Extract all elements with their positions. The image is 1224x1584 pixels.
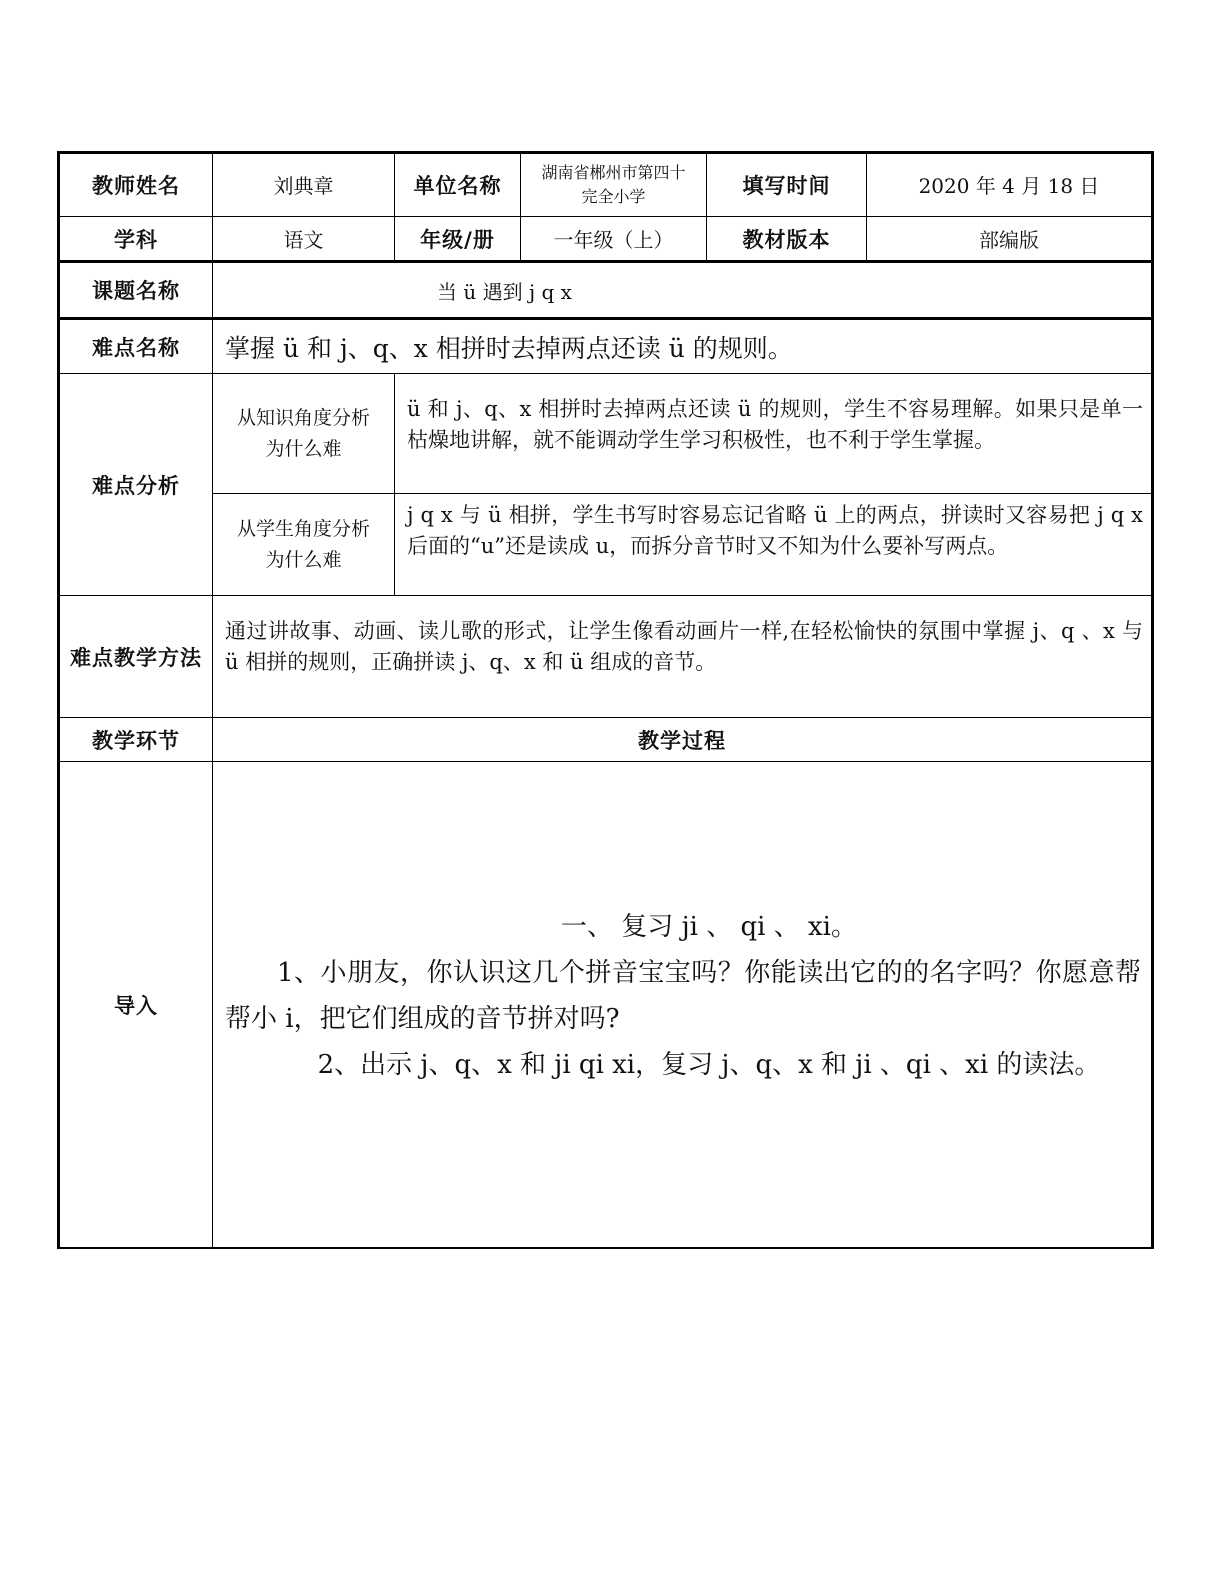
subject-value: 语文 [212, 217, 394, 260]
grade-value: 一年级（上） [520, 217, 706, 260]
knowledge-angle-text-cell [394, 374, 1151, 493]
subject-label: 学科 [114, 227, 158, 252]
edition-label: 教材版本 [706, 217, 866, 260]
difficulty-row [57, 320, 1154, 373]
teaching-stage-label: 教学环节 [92, 728, 180, 753]
process-header-row [57, 718, 1154, 761]
fill-date-label: 填写时间 [706, 153, 866, 216]
intro-label: 导入 [114, 994, 158, 1018]
teacher-name-label: 教师姓名 [92, 173, 180, 198]
student-angle-line-2: 为什么难 [265, 548, 342, 571]
edition-value: 部编版 [866, 217, 1151, 260]
intro-step-2: 2、出示 j、q、x 和 ji qi xi，复习 j、q、x 和 ji 、qi 、xi 的读法。 [317, 1050, 1101, 1080]
intro-content [212, 762, 1151, 1248]
table-bottom-border [57, 1247, 1154, 1249]
knowledge-angle-line-2: 为什么难 [265, 437, 342, 460]
student-angle-line-1: 从学生角度分析 [236, 517, 370, 540]
grade-label: 年级/册 [394, 217, 520, 260]
unit-name-label: 单位名称 [394, 153, 520, 216]
intro-row [57, 762, 1154, 1248]
knowledge-angle-label [212, 374, 394, 493]
student-angle-text: j q x 与 ü 相拼，学生书写时容易忘记省略 ü 上的两点，拼读时又容易把 j q x 后面的“u”还是读成 u，而拆分音节时又不知为什么要补写两点。 [407, 503, 1143, 558]
analysis-row [57, 374, 1154, 595]
unit-name-value [520, 153, 706, 216]
method-label: 难点教学方法 [70, 645, 202, 670]
difficulty-value: 掌握 ü 和 j、q、x 相拼时去掉两点还读 ü 的规则。 [212, 320, 1151, 373]
difficulty-label: 难点名称 [92, 335, 180, 360]
knowledge-angle-text: ü 和 j、q、x 相拼时去掉两点还读 ü 的规则，学生不容易理解。如果只是单一枯燥地讲解，就不能调动学生学习积极性，也不利于学生掌握。 [407, 397, 1143, 452]
unit-name-line-2: 完全小学 [581, 186, 646, 206]
student-angle-label [212, 494, 394, 595]
header-row-1 [57, 153, 1154, 216]
method-text-cell [212, 596, 1151, 717]
analysis-label: 难点分析 [92, 473, 180, 498]
header-row-2 [57, 217, 1154, 260]
student-angle-text-cell [394, 494, 1151, 595]
unit-name-line-1: 湖南省郴州市第四十 [541, 162, 686, 182]
topic-label: 课题名称 [92, 279, 180, 303]
topic-row [57, 263, 1154, 317]
teaching-process-label: 教学过程 [212, 718, 1151, 761]
fill-date-value: 2020 年 4 月 18 日 [866, 153, 1151, 216]
teacher-name-value: 刘典章 [212, 153, 394, 216]
topic-value: 当 ü 遇到 j q x [212, 263, 1151, 317]
method-row [57, 596, 1154, 717]
intro-heading: 一、 复习 ji 、 qi 、 xi。 [561, 912, 857, 942]
intro-step-1: 1、小朋友，你认识这几个拼音宝宝吗？你能读出它的的名字吗？你愿意帮帮小 i，把它们组成的音节拼对吗? [225, 958, 1141, 1034]
method-text: 通过讲故事、动画、读儿歌的形式，让学生像看动画片一样,在轻松愉快的氛围中掌握 j、q 、x 与 ü 相拼的规则，正确拼读 j、q、x 和 ü 组成的音节。 [225, 619, 1143, 674]
knowledge-angle-line-1: 从知识角度分析 [236, 406, 370, 429]
